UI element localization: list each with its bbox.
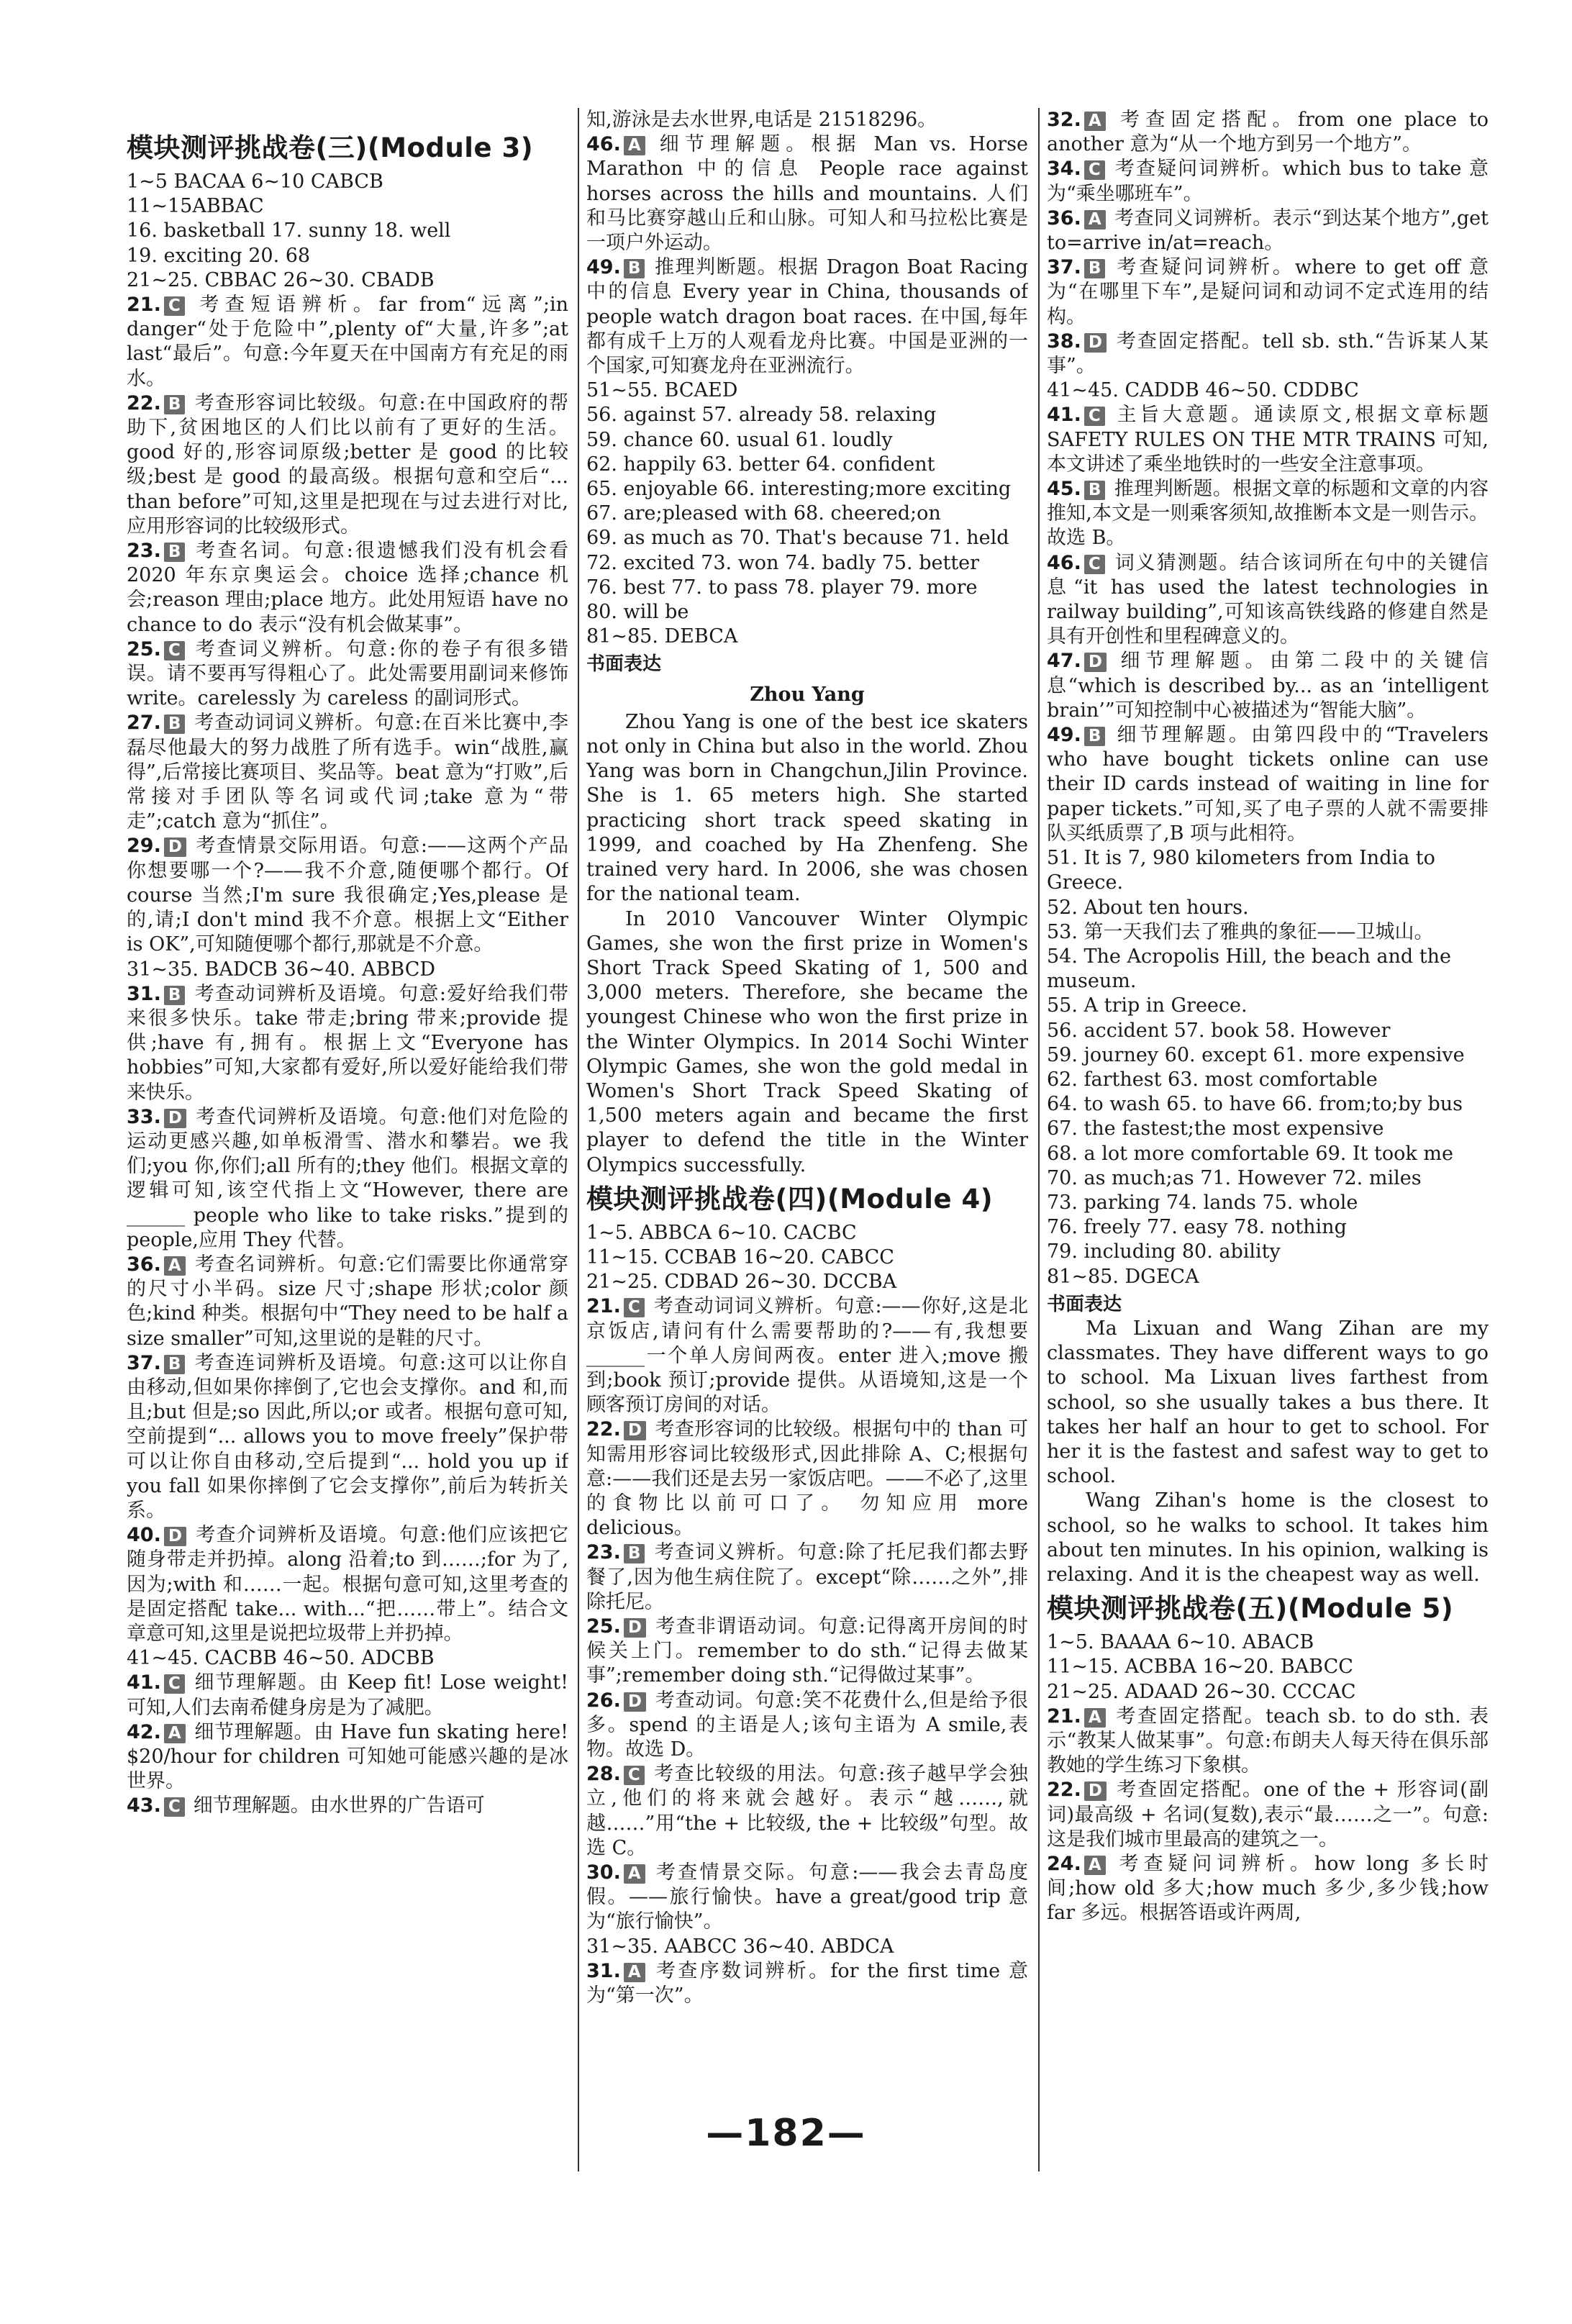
question-number: 41.: [127, 1671, 161, 1694]
answer-letter-badge: A: [1084, 1856, 1106, 1875]
question-number: 33.: [127, 1105, 161, 1128]
question-number: 37.: [1047, 256, 1081, 279]
answer-letter-badge: A: [164, 1724, 186, 1743]
explanation-item: [127, 1794, 568, 1818]
explanation-text: 考查名词辨析。句意:它们需要比你通常穿的尺寸小半码。size 尺寸;shape 形状;color 颜色;kind 种类。根据句中“They need to be half a size smaller”可知,这里说的是鞋的尺寸。: [127, 1253, 568, 1350]
explanation-item: [586, 1762, 1028, 1861]
explanation-text: 考查固定搭配。teach sb. to do sth. 表示“教某人做某事”。句意:布朗夫人每天待在俱乐部教她的学生练习下象棋。: [1047, 1705, 1489, 1777]
answer-line: 54. The Acropolis Hill, the beach and the museum.: [1047, 945, 1451, 993]
explanation-text: 考查连词辨析及语境。句意:这可以让你自由移动,但如果你摔倒了,它也会支撑你。and 和,而且;but 但是;so 因此,所以;or 或者。根据句意可知,空前提到“... allows you to move freely”保护带可以让你自由移动,空后提到“... hold you up if you fall 如果你摔倒了它会支撑你”,前后为转折关系。: [127, 1351, 568, 1522]
explanation-text: 考查动词词义辨析。句意:在百米比赛中,李磊尽他最大的努力战胜了所有选手。win“战胜,赢得”,后常接比赛项目、奖品等。beat 意为“打败”,后常接对手团队等名词或代词;take 意为“带走”;catch 意为“抓住”。: [127, 712, 568, 833]
question-number: 30.: [586, 1861, 621, 1884]
answer-letter-badge: B: [164, 1355, 186, 1374]
answer-line: 70. as much;as 71. However 72. miles: [1047, 1166, 1422, 1189]
question-number: 34.: [1047, 158, 1081, 181]
answer-line: 52. About ten hours.: [1047, 896, 1249, 919]
answer-line: 69. as much as 70. That's because 71. held: [586, 527, 1009, 550]
explanation-text: 推理判断题。根据 Dragon Boat Racing 中的信息 Every year in China, thousands of people watch dragon boat races. 在中国,每年都有成千上万的人观看龙舟比赛。中国是亚洲的一个国家,可知赛龙舟在亚洲流行。: [586, 256, 1028, 378]
answer-line: 81~85. DGECA: [1047, 1265, 1199, 1288]
column-divider: [1038, 108, 1040, 2171]
explanation-text: 细节理解题。由第四段中的“Travelers who have bought tickets online can use their ID cards instead of waiting in line for paper tickets.”可知,买了电子票的人就不需要排队买纸质票了,B 项与此相符。: [1047, 724, 1489, 845]
explanation-text: 考查非谓语动词。句意:记得离开房间的时候关上门。remember to do sth.“记得去做某事”;remember doing sth.“记得做过某事”。: [586, 1615, 1028, 1687]
answer-letter-badge: B: [164, 395, 186, 414]
essay-title: Zhou Yang: [750, 683, 865, 706]
column-right: [1047, 108, 1489, 2173]
question-number: 21.: [127, 294, 161, 317]
answer-line: 59. journey 60. except 61. more expensive: [1047, 1043, 1465, 1066]
answer-letter-badge: A: [1084, 112, 1106, 131]
question-number: 46.: [586, 133, 621, 156]
explanation-text: 考查形容词比较级。句意:在中国政府的帮助下,贫困地区的人们比以前有了更好的生活。good 好的,形容词原级;better 是 good 的比较级;best 是 good 的最高级。根据句意和空后“... than before”可知,这里是把现在与过去进行对比,应用形容词的比较级形式。: [127, 391, 568, 537]
explanation-text: 考查固定搭配。one of the + 形容词(副词)最高级 + 名词(复数),表示“最……之一”。句意:这是我们城市里最高的建筑之一。: [1047, 1779, 1489, 1851]
answer-letter-badge: D: [164, 838, 186, 857]
answer-letter-badge: C: [164, 296, 185, 316]
question-number: 27.: [127, 712, 161, 735]
explanation-text: 考查序数词辨析。for the first time 意为“第一次”。: [586, 1959, 1028, 2007]
answer-line: 55. A trip in Greece.: [1047, 994, 1248, 1017]
question-number: 37.: [127, 1351, 161, 1374]
answer-letter-badge: A: [624, 1864, 645, 1884]
answer-line: 67. are;pleased with 68. cheered;on: [586, 502, 941, 525]
answer-line: 68. a lot more comfortable 69. It took me: [1047, 1142, 1453, 1165]
explanation-text: 细节理解题。根据 Man vs. Horse Marathon 中的信息 People race against horses across the hills and mountains. 人们和马比赛穿越山丘和山脉。可知人和马拉松比赛是一项户外运动。: [586, 133, 1028, 255]
answer-line: 1~5 BACAA 6~10 CABCB: [127, 171, 383, 193]
explanation-text: 细节理解题。由 Keep fit! Lose weight! 可知,人们去南希健身房是为了减肥。: [127, 1671, 568, 1719]
question-number: 31.: [127, 982, 161, 1005]
answer-letter-badge: B: [164, 714, 186, 734]
page-number: —182—: [706, 2112, 866, 2155]
question-number: 23.: [586, 1541, 621, 1564]
answer-letter-badge: C: [624, 1766, 645, 1785]
answer-line: 21~25. CBBAC 26~30. CBADB: [127, 268, 435, 291]
answer-line: 16. basketball 17. sunny 18. well: [127, 219, 451, 242]
answer-line: 79. including 80. ability: [1047, 1240, 1281, 1263]
answer-letter-badge: D: [1084, 653, 1107, 672]
explanation-item: [586, 1689, 1028, 1763]
answer-letter-badge: D: [164, 1109, 186, 1128]
answer-line: 1~5. ABBCA 6~10. CACBC: [586, 1221, 857, 1244]
explanation-item: [1047, 1705, 1489, 1779]
explanation-item: [1047, 1778, 1489, 1852]
explanation-item: [127, 711, 568, 834]
explanation-text: 主旨大意题。通读原文,根据文章标题 SAFETY RULES ON THE MTR TRAINS 可知,本文讲述了乘坐地铁时的一些安全注意事项。: [1047, 404, 1489, 476]
section-heading: 模块测评挑战卷(四)(Module 4): [586, 1183, 994, 1215]
explanation-text: 细节理解题。由 Have fun skating here! $20/hour for children 可知她可能感兴趣的是冰世界。: [127, 1720, 568, 1793]
explanation-item: [127, 982, 568, 1105]
answer-letter-badge: D: [1084, 1781, 1107, 1801]
explanation-item: [127, 293, 568, 391]
explanation-text: 考查代词辨析及语境。句意:他们对危险的运动更感兴趣,如单板滑雪、潜水和攀岩。we 我们;you 你,你们;all 所有的;they 他们。根据文章的逻辑可知,该空代指上文“However, there are ______ people who like to take risks.”提到的 people,应用 They 代替。: [127, 1105, 568, 1251]
section-heading: 模块测评挑战卷(五)(Module 5): [1047, 1593, 1454, 1625]
question-number: 23.: [127, 540, 161, 563]
explanation-item: [127, 1351, 568, 1523]
answer-letter-badge: C: [624, 1298, 645, 1317]
question-number: 29.: [127, 835, 161, 858]
answer-line: 知,游泳是去水世界,电话是 21518296。: [586, 109, 937, 131]
answer-line: 59. chance 60. usual 61. loudly: [586, 428, 893, 451]
question-number: 49.: [586, 256, 621, 279]
answer-line: 65. enjoyable 66. interesting;more exciting: [586, 478, 1012, 501]
answer-letter-badge: D: [624, 1421, 646, 1440]
explanation-item: [127, 637, 568, 712]
answer-line: 41~45. CACBB 46~50. ADCBB: [127, 1647, 435, 1670]
explanation-item: [1047, 723, 1489, 846]
explanation-text: 考查介词辨析及语境。句意:他们应该把它随身带走并扔掉。along 沿着;to 到……;for 为了,因为;with 和……一起。根据句意可知,这里考查的是固定搭配 take... with...“把……带上”。结合文章意可知,这里是说把垃圾带上并扔掉。: [127, 1524, 568, 1645]
explanation-text: 考查动词。句意:笑不花费什么,但是给予很多。spend 的主语是人;该句主语为 A smile,表物。故选 D。: [586, 1689, 1028, 1761]
explanation-text: 考查同义词辨析。表示“到达某个地方”,get to=arrive in/at=reach。: [1047, 206, 1489, 255]
explanation-item: [1047, 108, 1489, 157]
question-number: 22.: [586, 1418, 621, 1441]
explanation-text: 考查固定搭配。tell sb. sth.“告诉某人某事”。: [1047, 330, 1489, 378]
question-number: 32.: [1047, 109, 1081, 131]
answer-letter-badge: C: [164, 1674, 185, 1694]
explanation-item: [1047, 649, 1489, 723]
explanation-text: 考查情景交际用语。句意:——这两个产品你想要哪一个?——我不介意,随便哪个都行。Of course 当然;I'm sure 我很确定;Yes,please 是的,请;I don't mind 我不介意。根据上文“Either is OK”,可知随便哪个都行,那就是不介意。: [127, 835, 568, 956]
essay-paragraph: Ma Lixuan and Wang Zihan are my classmates. They have different ways to go to school. Ma Lixuan lives farthest from school, so she usually takes a bus there. It takes her half an hour to get to school. For her it is the fastest and safest way to get to school.: [1047, 1317, 1489, 1488]
column-middle: [586, 108, 1028, 2173]
essay-paragraph: Wang Zihan's home is the closest to school, so he walks to school. It takes him about ten minutes. In his opinion, walking is relaxing. And it is the cheapest way as well.: [1047, 1489, 1489, 1586]
section-heading: 模块测评挑战卷(三)(Module 3): [127, 132, 534, 163]
question-number: 40.: [127, 1524, 161, 1547]
explanation-item: [127, 1253, 568, 1351]
answer-line: 19. exciting 20. 68: [127, 244, 311, 267]
explanation-text: 考查名词。句意:很遗憾我们没有机会看 2020 年东京奥运会。choice 选择;chance 机会;reason 理由;place 地方。此处用短语 have no chance to do 表示“没有机会做某事”。: [127, 540, 568, 636]
answer-line: 81~85. DEBCA: [586, 625, 738, 648]
answer-line: 53. 第一天我们去了雅典的象征——卫城山。: [1047, 920, 1434, 943]
answer-line: 62. happily 63. better 64. confident: [586, 453, 935, 476]
explanation-item: [586, 1861, 1028, 1935]
explanation-text: 考查词义辨析。句意:你的卷子有很多错误。请不要再写得粗心了。此处需要用副词来修饰 write。carelessly 为 careless 的副词形式。: [127, 637, 568, 710]
answer-letter-badge: A: [1084, 210, 1106, 230]
answer-line: 31~35. BADCB 36~40. ABBCD: [127, 958, 436, 981]
column-left: [127, 127, 568, 2173]
explanation-item: [586, 1959, 1028, 2008]
answer-letter-badge: C: [1084, 555, 1105, 574]
explanation-item: [127, 539, 568, 637]
explanation-text: 细节理解题。由水世界的广告语可: [193, 1794, 485, 1817]
question-number: 22.: [127, 391, 161, 414]
question-number: 28.: [586, 1763, 621, 1786]
answer-line: 21~25. ADAAD 26~30. CCCAC: [1047, 1680, 1356, 1703]
explanation-item: [586, 1294, 1028, 1417]
explanation-item: [127, 1671, 568, 1720]
explanation-text: 推理判断题。根据文章的标题和文章的内容推知,本文是一则乘客须知,故推断本文是一则告示。故选 B。: [1047, 478, 1489, 550]
answer-line: 56. against 57. already 58. relaxing: [586, 404, 937, 427]
answer-line: 1~5. BAAAA 6~10. ABACB: [1047, 1631, 1314, 1654]
answer-letter-badge: B: [1084, 481, 1106, 500]
explanation-text: 考查情景交际。句意:——我会去青岛度假。——旅行愉快。have a great/good trip 意为“旅行愉快”。: [586, 1861, 1028, 1933]
question-number: 38.: [1047, 330, 1081, 353]
explanation-item: [127, 391, 568, 539]
answer-letter-badge: D: [164, 1527, 186, 1546]
explanation-item: [1047, 206, 1489, 255]
subsection-label: 书面表达: [1047, 1293, 1122, 1315]
explanation-text: 考查形容词的比较级。根据句中的 than 可知需用形容词比较级形式,因此排除 A、C;根据句意:——我们还是去另一家饭店吧。——不必了,这里的食物比以前可口了。 勿知应用 more delicious。: [586, 1418, 1028, 1540]
answer-letter-badge: B: [164, 543, 186, 562]
answer-line: 72. excited 73. won 74. badly 75. better: [586, 551, 980, 574]
question-number: 25.: [586, 1615, 621, 1638]
question-number: 41.: [1047, 404, 1081, 427]
subsection-label: 书面表达: [586, 653, 662, 676]
answer-letter-badge: A: [164, 1256, 186, 1276]
answer-letter-badge: C: [1084, 160, 1105, 180]
question-number: 36.: [127, 1253, 161, 1276]
answer-letter-badge: D: [624, 1618, 646, 1638]
question-number: 49.: [1047, 724, 1081, 747]
question-number: 22.: [1047, 1779, 1081, 1802]
essay-paragraph: In 2010 Vancouver Winter Olympic Games, she won the first prize in Women's Short Track Speed Skating of 1, 500 and 3,000 meters. Therefore, she became the youngest Chinese who won the first prize in the Winter Olympics. In 2014 Sochi Winter Olympic Games, she won the gold medal in Women's Short Track Speed Skating of 1,500 meters again and became the first player to defend the title in the Winter Olympics successfully.: [586, 907, 1028, 1176]
answer-line: 41~45. CADDB 46~50. CDDBC: [1047, 379, 1359, 402]
answer-line: 51. It is 7, 980 kilometers from India to Greece.: [1047, 847, 1435, 894]
explanation-item: [1047, 477, 1489, 551]
answer-letter-badge: A: [624, 1963, 645, 1982]
explanation-text: 考查短语辨析。far from“远离”;in danger“处于危险中”,plenty of“大量,许多”;at last“最后”。句意:今年夏天在中国南方有充足的雨水。: [127, 294, 568, 390]
question-number: 43.: [127, 1794, 161, 1817]
explanation-text: 考查疑问词辨析。where to get off 意为“在哪里下车”,是疑问词和动词不定式连用的结构。: [1047, 256, 1489, 328]
answer-letter-badge: B: [624, 259, 645, 278]
explanation-item: [1047, 403, 1489, 477]
question-number: 24.: [1047, 1853, 1081, 1876]
answer-line: 76. freely 77. easy 78. nothing: [1047, 1216, 1347, 1239]
answer-letter-badge: C: [1084, 407, 1105, 426]
answer-line: 11~15. CCBAB 16~20. CABCC: [586, 1245, 894, 1268]
question-number: 21.: [1047, 1705, 1081, 1728]
explanation-item: [586, 132, 1028, 255]
question-number: 31.: [586, 1959, 621, 1982]
explanation-item: [1047, 255, 1489, 330]
answer-line: 11~15. ACBBA 16~20. BABCC: [1047, 1656, 1353, 1679]
answer-letter-badge: B: [1084, 727, 1106, 746]
question-number: 36.: [1047, 206, 1081, 230]
explanation-item: [586, 1540, 1028, 1615]
answer-letter-badge: A: [624, 136, 645, 155]
explanation-text: 细节理解题。由第二段中的关键信息“which is described by... as an ‘intelligent brain’”可知控制中心被描述为“智能大脑”。: [1047, 650, 1489, 722]
question-number: 26.: [586, 1689, 621, 1712]
answer-letter-badge: C: [164, 641, 185, 661]
essay-paragraph: Zhou Yang is one of the best ice skaters not only in China but also in the world. Zhou Yang was born in Changchun,Jilin Province. She is 1. 65 meters high. She started practicing short track speed skating in 1999, and coached by Ha Zhenfeng. She trained very hard. In 2006, she was chosen for the national team.: [586, 710, 1028, 906]
explanation-text: 考查固定搭配。from one place to another 意为“从一个地方到另一个地方”。: [1047, 109, 1489, 156]
explanation-text: 考查疑问词辨析。which bus to take 意为“乘坐哪班车”。: [1047, 158, 1489, 205]
explanation-text: 考查动词辨析及语境。句意:爱好给我们带来很多快乐。take 带走;bring 带来;provide 提供;have 有,拥有。根据上文“Everyone has hobbies”可知,大家都有爱好,所以爱好能给我们带来快乐。: [127, 982, 568, 1104]
answer-line: 56. accident 57. book 58. However: [1047, 1019, 1391, 1042]
explanation-item: [1047, 551, 1489, 650]
answer-line: 11~15ABBAC: [127, 195, 264, 218]
answer-letter-badge: D: [624, 1692, 646, 1712]
question-number: 47.: [1047, 650, 1081, 673]
explanation-item: [127, 1105, 568, 1253]
explanation-item: [1047, 157, 1489, 206]
answer-letter-badge: B: [164, 986, 186, 1005]
explanation-item: [127, 834, 568, 957]
answer-line: 76. best 77. to pass 78. player 79. more: [586, 576, 978, 599]
explanation-text: 考查比较级的用法。句意:孩子越早学会独立,他们的将来就会越好。表示“越……,就越……”用“the + 比较级, the + 比较级”句型。故选 C。: [586, 1763, 1028, 1859]
explanation-text: 考查动词词义辨析。句意:——你好,这是北京饭店,请问有什么需要帮助的?——有,我想要______一个单人房间两夜。enter 进入;move 搬到;book 预订;provide 提供。从语境知,这是一个顾客预订房间的对话。: [586, 1295, 1028, 1417]
answer-line: 21~25. CDBAD 26~30. DCCBA: [586, 1271, 897, 1294]
explanation-item: [127, 1720, 568, 1794]
answer-letter-badge: A: [1084, 1708, 1106, 1728]
question-number: 25.: [127, 637, 161, 661]
question-number: 42.: [127, 1720, 161, 1743]
answer-line: 51~55. BCAED: [586, 379, 738, 402]
explanation-item: [127, 1523, 568, 1646]
explanation-item: [1047, 1852, 1489, 1926]
explanation-item: [1047, 330, 1489, 378]
question-number: 21.: [586, 1295, 621, 1318]
answer-letter-badge: B: [624, 1544, 645, 1563]
explanation-text: 考查词义辨析。句意:除了托尼我们都去野餐了,因为他生病住院了。except“除……之外”,排除托尼。: [586, 1541, 1028, 1613]
question-number: 46.: [1047, 551, 1081, 574]
answer-letter-badge: D: [1084, 333, 1107, 353]
explanation-item: [586, 1615, 1028, 1689]
answer-line: 80. will be: [586, 601, 689, 624]
answer-line: 64. to wash 65. to have 66. from;to;by bus 67. the fastest;the most expensive: [1047, 1093, 1463, 1140]
answer-letter-badge: C: [164, 1797, 185, 1817]
answer-line: 31~35. AABCC 36~40. ABDCA: [586, 1935, 894, 1958]
explanation-text: 词义猜测题。结合该词所在句中的关键信息“it has used the latest technologies in railway building”,可知该高铁线路的修建自然是具有开创性和里程碑意义的。: [1047, 551, 1489, 648]
column-divider: [578, 108, 579, 2171]
answer-letter-badge: B: [1084, 259, 1106, 278]
explanation-text: 考查疑问词辨析。how long 多长时间;how old 多大;how much 多少,多少钱;how far 多远。根据答语或许两周,: [1047, 1853, 1489, 1925]
answer-line: 73. parking 74. lands 75. whole: [1047, 1191, 1358, 1214]
answer-line: 62. farthest 63. most comfortable: [1047, 1068, 1378, 1091]
explanation-item: [586, 1417, 1028, 1540]
explanation-item: [586, 255, 1028, 378]
question-number: 45.: [1047, 478, 1081, 501]
